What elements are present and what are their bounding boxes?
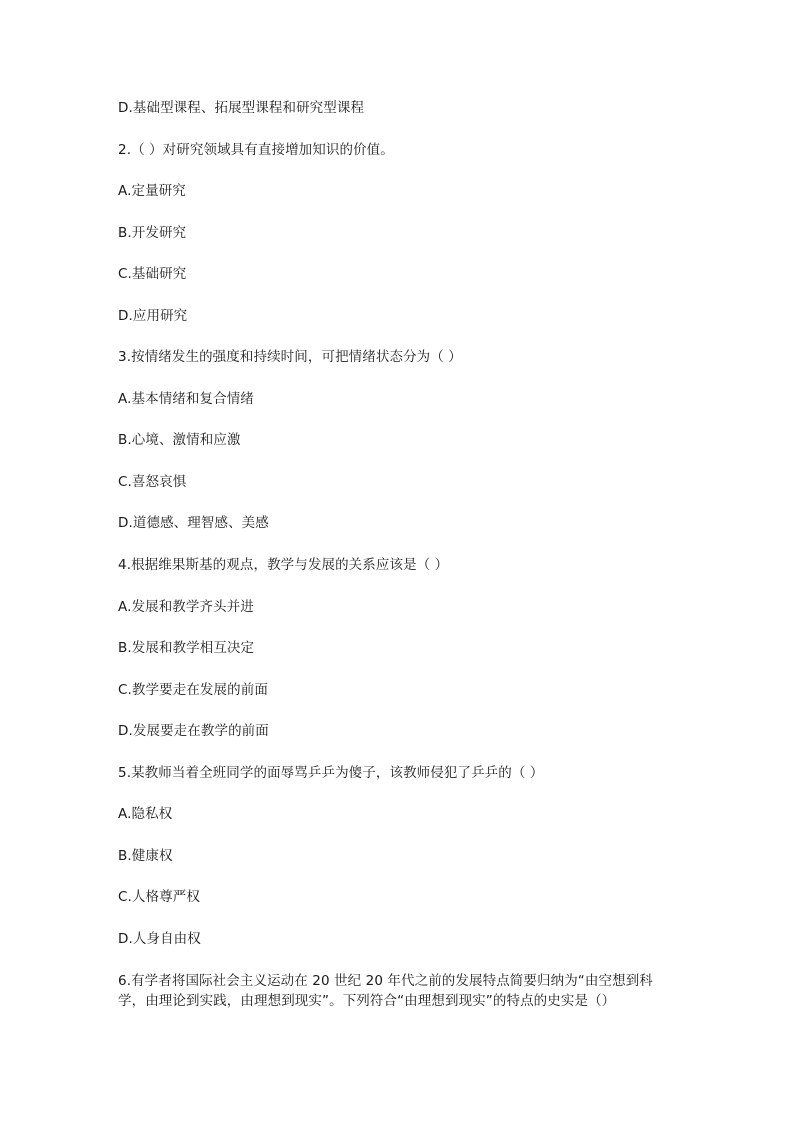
option-text: A.基本情绪和复合情绪 <box>118 391 254 407</box>
option-text: B.开发研究 <box>118 225 187 241</box>
option-text: D.基础型课程、拓展型课程和研究型课程 <box>118 100 365 116</box>
question-text: 3.按情绪发生的强度和持续时间，可把情绪状态分为（ ） <box>118 349 462 365</box>
question-text: 5.某教师当着全班同学的面辱骂乒乒为傻子，该教师侵犯了乒乒的（ ） <box>118 765 544 781</box>
option-text: D.人身自由权 <box>118 931 201 947</box>
option-text: C.喜怒哀惧 <box>118 474 187 490</box>
option-text: C.人格尊严权 <box>118 889 200 905</box>
option-text: D.发展要走在教学的前面 <box>118 723 269 739</box>
option-text: A.发展和教学齐头并进 <box>118 599 254 615</box>
question-text: 2.（ ）对研究领域具有直接增加知识的价值。 <box>118 142 394 158</box>
option-text: A.隐私权 <box>118 806 173 822</box>
question-text: 4.根据维果斯基的观点，教学与发展的关系应该是（ ） <box>118 557 449 573</box>
option-text: C.基础研究 <box>118 266 187 282</box>
option-text: B.心境、激情和应激 <box>118 432 241 448</box>
option-text: A.定量研究 <box>118 183 186 199</box>
option-text: C.教学要走在发展的前面 <box>118 682 268 698</box>
option-text: D.道德感、理智感、美感 <box>118 515 269 531</box>
option-text: B.发展和教学相互决定 <box>118 640 255 656</box>
question-text-line-1: 6.有学者将国际社会主义运动在 20 世纪 20 年代之前的发展特点简要归纳为“由空想到科 <box>118 973 653 989</box>
option-text: D.应用研究 <box>118 308 188 324</box>
option-text: B.健康权 <box>118 848 173 864</box>
question-text-line-2: 学，由理论到实践，由理想到现实”。下列符合“由理想到现实”的特点的史实是（） <box>118 993 616 1009</box>
